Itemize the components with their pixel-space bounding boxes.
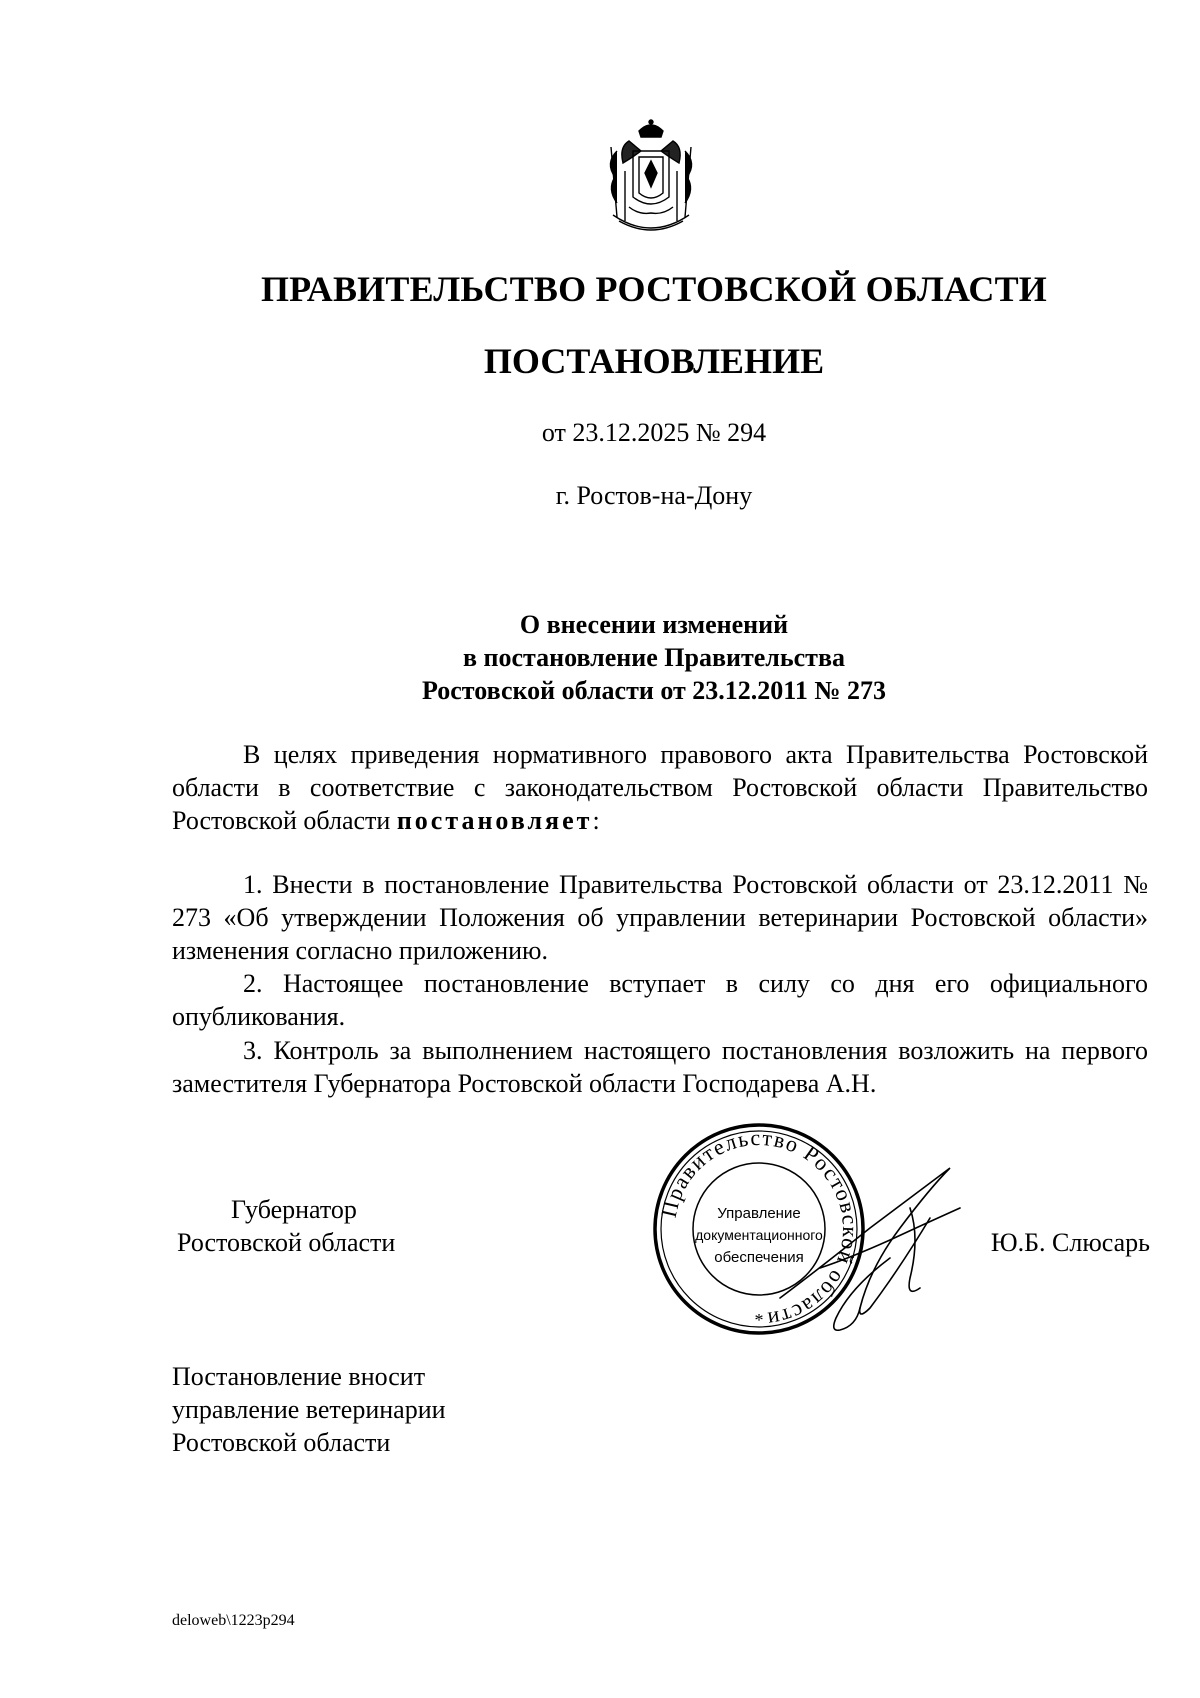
seal-center-line: Управление xyxy=(717,1205,801,1222)
seal-center-line: документационного xyxy=(695,1227,823,1243)
position-line: Губернатор xyxy=(231,1195,357,1224)
intro-paragraph xyxy=(172,738,1148,837)
document-city: г. Ростов-на-Дону xyxy=(555,481,753,510)
signatory-position xyxy=(172,1193,472,1259)
submitter-block xyxy=(172,1360,572,1459)
document-type: ПОСТАНОВЛЕНИЕ xyxy=(483,341,825,381)
signatory-name: Ю.Б. Слюсарь xyxy=(990,1228,1150,1257)
document-date-number: от 23.12.2025 № 294 xyxy=(541,418,767,447)
item-2-paragraph: 2. Настоящее постановление вступает в силу со дня его официального опубликования. xyxy=(172,969,1148,1031)
handwritten-signature xyxy=(760,1148,980,1338)
government-title: ПРАВИТЕЛЬСТВО РОСТОВСКОЙ ОБЛАСТИ xyxy=(260,269,1048,309)
submitter-line: Ростовской области xyxy=(172,1428,391,1457)
item-1-paragraph: 1. Внести в постановление Правительства Ростовской области от 23.12.2011 № 273 «Об утверждении Положения об управлении ветеринарии Ростовской области» изменения согласно приложению. xyxy=(172,870,1148,965)
file-reference: deloweb\1223p294 xyxy=(172,1612,295,1629)
intro-end: : xyxy=(592,806,600,835)
subject-line: в постановление Правительства xyxy=(462,643,845,672)
submitter-line: Постановление вносит xyxy=(172,1362,426,1391)
coat-of-arms-icon xyxy=(599,117,703,241)
seal-star: * xyxy=(754,1310,764,1330)
decision-keyword: постановляет xyxy=(396,806,593,835)
seal-center-line: обеспечения xyxy=(714,1249,804,1266)
intro-text: В целях приведения нормативного правового акта Правительства Ростовской области в соответствие с законодательством Ростовской области Правительство Ростовской области xyxy=(172,740,1148,835)
document-subject xyxy=(0,608,1200,707)
subject-line: Ростовской области от 23.12.2011 № 273 xyxy=(422,676,886,705)
seal-ring-text: Правительство Ростовской области xyxy=(655,1124,864,1333)
position-line: Ростовской области xyxy=(177,1228,396,1257)
subject-line: О внесении изменений xyxy=(519,610,789,639)
submitter-line: управление ветеринарии xyxy=(172,1395,446,1424)
item-3-paragraph: 3. Контроль за выполнением настоящего постановления возложить на первого заместителя Губернатора Ростовской области Господарева А.Н. xyxy=(172,1036,1148,1098)
